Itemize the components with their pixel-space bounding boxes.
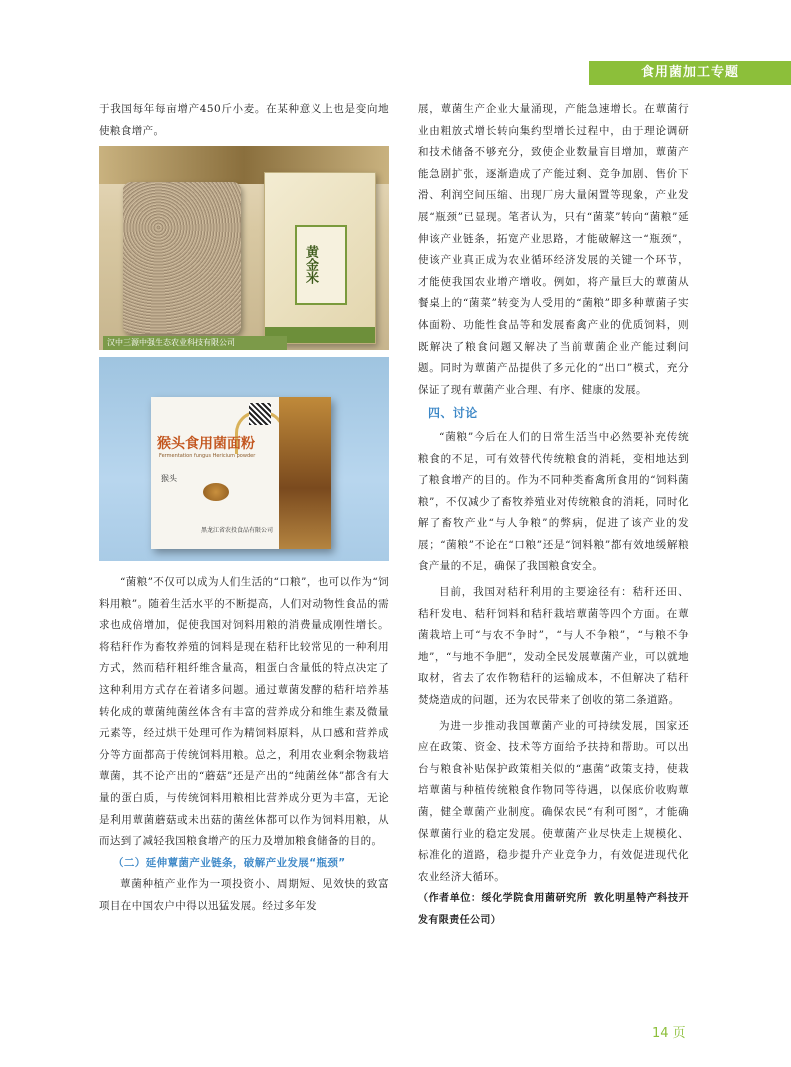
product-title: 猴头食用菌面粉 (157, 436, 255, 452)
section-title: 四、讨论 (428, 406, 478, 421)
paragraph: “菌粮”今后在人们的日常生活当中必然要补充传统粮食的不足，可有效替代传统粮食的消耗，变相地达到了粮食增产的目的。作为不同种类畜禽所食用的“饲料菌粮”，不仅减少了畜牧养殖业对传统粮食的消耗，同时化解了畜牧产业“与人争粮”的弊病，促进了该产业的发展；“菌粮”不论在“口粮”还是“饲料粮”都有效地缓解粮食产量的不足，确保了我国粮食安全。 (418, 430, 689, 573)
left-column-top (99, 99, 389, 142)
subheading: （二）延伸蕈菌产业链条，破解产业发展“瓶颈” (113, 856, 346, 869)
paragraph: 蕈菌种植产业作为一项投资小、周期短、见效快的致富项目在中国农户中得以迅猛发展。经过多年发 (99, 878, 389, 912)
rice-bag-image (123, 182, 241, 334)
right-column (418, 99, 689, 932)
mushroom-label: 猴头 (161, 474, 177, 483)
left-column-bottom (99, 572, 389, 918)
page-number: 14 页 (652, 1026, 686, 1041)
topic-banner: 食用菌加工专题 (589, 61, 791, 85)
rice-box-image: 黄金米 (264, 172, 376, 344)
product-subtitle: Fermentation fungus Hericium powder (159, 453, 256, 459)
gift-box-image (151, 397, 331, 549)
qr-code-icon (249, 403, 271, 425)
paragraph: 为进一步推动我国蕈菌产业的可持续发展，国家还应在政策、资金、技术等方面给予扶持和帮助。可以出台与粮食补贴保护政策相关似的“惠菌”政策支持，使栽培蕈菌与种植传统粮食作物同等待遇，以保底价收购蕈菌，健全蕈菌产业制度。确保农民“有利可图”，才能确保蕈菌行业的稳定发展。使蕈菌产业尽快走上规模化、标准化的道路，稳步提升产业竞争力，有效促进现代化农业经济大循环。 (418, 719, 689, 883)
photo-caption: 汉中三源中强生态农业科技有限公司 (103, 336, 287, 350)
paragraph: 于我国每年每亩增产450斤小麦。在某种意义上也是变向地使粮食增产。 (99, 103, 389, 137)
rice-product-photo (99, 146, 389, 350)
author-affiliation: （作者单位：绥化学院食用菌研究所 敦化明星特产科技开发有限责任公司） (418, 893, 689, 926)
paragraph: 目前，我国对秸秆利用的主要途径有：秸秆还田、秸秆发电、秸秆饲料和秸秆栽培蕈菌等四个方面。在蕈菌栽培上可“与农不争时”，“与人不争粮”，“与粮不争地”，“与地不争肥”，发动全民发展蕈菌产业，可以就地取材，省去了农作物秸秆的运输成本，不但解决了秸秆焚烧造成的问题，还为农民带来了创收的第二条道路。 (418, 586, 689, 707)
mushroom-flour-box-photo (99, 357, 389, 561)
company-label: 黑龙江省农投食品有限公司 (201, 527, 274, 534)
mushroom-icon (203, 483, 229, 501)
paragraph: 展，蕈菌生产企业大量涌现，产能急速增长。在蕈菌行业由粗放式增长转向集约型增长过程中，由于理论调研和技术储备不够充分，致使企业数量盲目增加，蕈菌产能急剧扩张，逐渐造成了产能过剩、竞争加剧、售价下滑、利润空间压缩、出现厂房大量闲置等现象，产业发展“瓶颈”已显现。笔者认为，只有“菌菜”转向“菌粮”延伸该产业链条，拓宽产业思路，才能破解这一“瓶颈”，使该产业真正成为农业循环经济发展的关键一个环节，才能使我国农业增产增收。例如，将产量巨大的蕈菌从餐桌上的“菌菜”转变为人受用的“菌粮”即多种蕈菌子实体面粉、功能性食品等和发展畜禽产业的优质饲料，则既解决了粮食问题又解决了当前蕈菌企业产能过剩问题。同时为蕈菌产品提供了多元化的“出口”模式，充分保证了现有蕈菌产业合理、有序、健康的发展。 (418, 103, 689, 396)
paragraph: “菌粮”不仅可以成为人们生活的“口粮”，也可以作为“饲料用粮”。随着生活水平的不断提高，人们对动物性食品的需求也成倍增加，促使我国对饲料用粮的消费量成刚性增长。将秸秆作为畜牧养殖的饲料是现在秸秆比较常见的一种利用方式，然而秸秆粗纤维含量高，粗蛋白含量低的特点决定了这种利用方式存在着诸多问题。通过蕈菌发酵的秸秆培养基转化成的蕈菌纯菌丝体含有丰富的营养成分和维生素及微量元素等，经过烘干处理可作为精饲料原料，从口感和营养成分等方面都高于传统饲料用粮。总之，利用农业剩余物栽培蕈菌，其不论产出的“蘑菇”还是产出的“纯菌丝体”都含有大量的蛋白质，与传统饲料用粮相比营养成分更为丰富，无论是利用蕈菌蘑菇或未出菇的菌丝体都可以作为饲料用粮，从而达到了减轻我国粮食增产的压力及增加粮食储备的目的。 (99, 576, 389, 848)
box-band (279, 397, 331, 549)
